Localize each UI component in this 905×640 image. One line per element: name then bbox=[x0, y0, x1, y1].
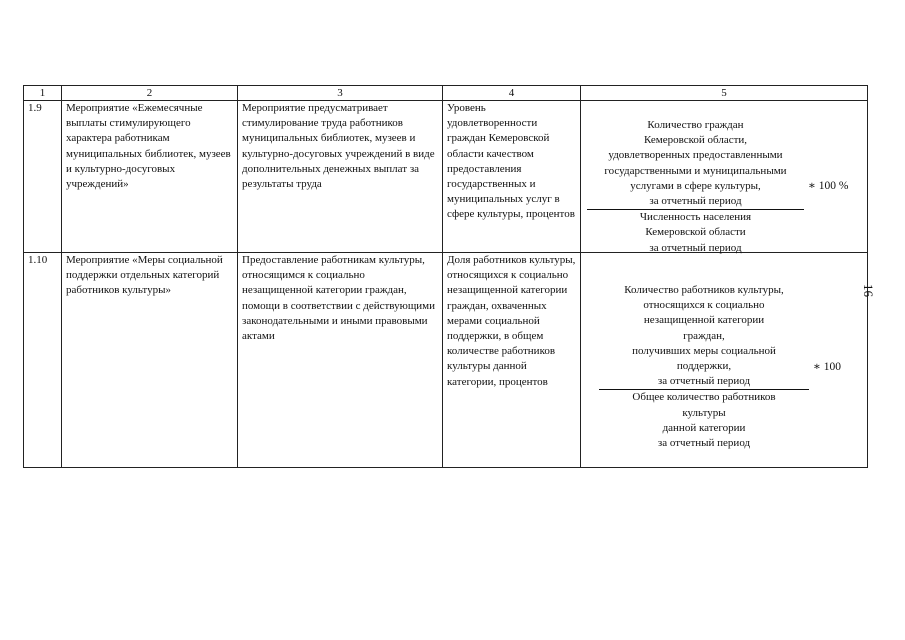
page-number: 16 bbox=[861, 284, 876, 297]
indicator-name-text: Уровень удовлетворенности граждан Кемеровской области качеством предоставления государственных и муниципальных услуг в сфере культуры, процентов bbox=[447, 102, 575, 221]
formula-multiplier: ∗ 100 % bbox=[808, 180, 849, 193]
measure-name bbox=[62, 253, 238, 468]
table-header bbox=[24, 86, 868, 101]
indicator-formula bbox=[581, 101, 868, 253]
table-row bbox=[24, 253, 868, 468]
formula-denominator: Общее количество работников культуры данной категории за отчетный период bbox=[632, 391, 776, 450]
row-number: 1.9 bbox=[24, 101, 62, 253]
measure-description-text: Мероприятие предусматривает стимулирование труда работников муниципальных библиотек, музеев и культурно-досуговых учреждений в виде дополнительных денежных выплат за результаты труда bbox=[242, 102, 435, 191]
measure-description bbox=[238, 101, 443, 253]
measure-name-text: Мероприятие «Ежемесячные выплаты стимулирующего характера работникам муниципальных библиотек, музеев и культурно-досуговых учреждений» bbox=[66, 102, 231, 191]
header-col-1: 1 bbox=[24, 86, 62, 101]
measure-name bbox=[62, 101, 238, 253]
measure-name-text: Мероприятие «Меры социальной поддержки отдельных категорий работников культуры» bbox=[66, 254, 223, 297]
formula-multiplier: ∗ 100 bbox=[813, 360, 841, 373]
measure-description bbox=[238, 253, 443, 468]
header-col-2: 2 bbox=[62, 86, 238, 101]
row-number: 1.10 bbox=[24, 253, 62, 468]
indicators-table bbox=[23, 85, 868, 468]
indicator-formula bbox=[581, 253, 868, 468]
formula-fraction bbox=[587, 118, 804, 256]
indicator-name bbox=[443, 253, 581, 468]
formula-numerator: Количество работников культуры, относящихся к социально незащищенной категории граждан, получивших меры социальной поддержки, за отчетный период bbox=[624, 284, 784, 388]
formula-numerator: Количество граждан Кемеровской области, удовлетворенных предоставленными государственными и муниципальными услугами в сфере культуры, за отчетный период bbox=[604, 119, 787, 208]
header-col-4: 4 bbox=[443, 86, 581, 101]
formula-denominator: Численность населения Кемеровской области за отчетный период bbox=[639, 211, 752, 254]
formula bbox=[587, 118, 867, 256]
header-col-5: 5 bbox=[581, 86, 868, 101]
table-body bbox=[24, 101, 868, 468]
indicator-name bbox=[443, 101, 581, 253]
measure-description-text: Предоставление работникам культуры, относящимся к социально незащищенной категории граждан, помощи в соответствии с действующими законодательными и иными правовыми актами bbox=[242, 254, 436, 343]
formula-fraction bbox=[599, 283, 809, 451]
formula bbox=[599, 283, 867, 451]
header-col-3: 3 bbox=[238, 86, 443, 101]
indicator-name-text: Доля работников культуры, относящихся к социально незащищенной категории граждан, охваченных мерами социальной поддержки, в общем количестве работников культуры данной категории, процентов bbox=[447, 254, 576, 388]
table-row bbox=[24, 101, 868, 253]
table-header-row bbox=[24, 86, 868, 101]
